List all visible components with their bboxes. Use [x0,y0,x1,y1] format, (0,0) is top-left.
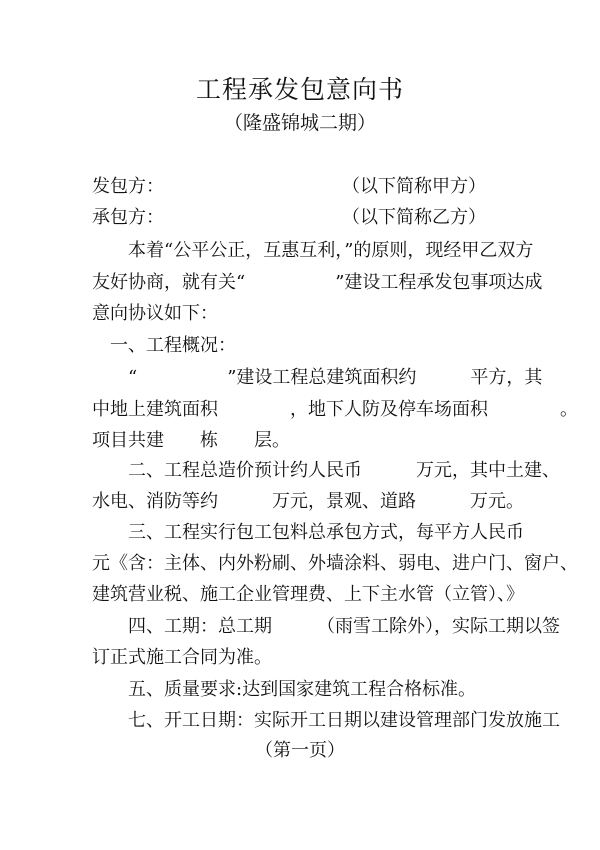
body-line: 订正式施工合同为准。 [92,647,272,668]
document-subtitle: （隆盛锦城二期） [223,112,376,134]
body-line: “ ”建设工程总建筑面积约 平方，其 [92,367,543,388]
section-heading: 一、工程概况： [92,335,236,356]
party-a-label: 发包方： [92,176,164,197]
body-line: 水电、消防等约 万元，景观、道路 万元。 [92,491,524,512]
body-line: 意向协议如下： [92,303,218,324]
body-line: 三、工程实行包工包料总承包方式，每平方人民币 [92,522,524,543]
body-line: 四、工期：总工期 （雨雪工除外），实际工期以签 [92,616,560,637]
body-line: 友好协商，就有关“ ”建设工程承发包事项达成 [92,272,543,293]
party-b-note: （以下简称乙方） [342,207,486,228]
document-title: 工程承发包意向书 [195,75,404,104]
party-a-note: （以下简称甲方） [342,176,486,197]
page-number: （第一页） [255,740,345,761]
body-line: 建筑营业税、施工企业管理费、上下主水管（立管）、》 [92,584,524,605]
body-line: 五、质量要求:达到国家建筑工程合格标准。 [92,679,477,700]
body-line: 七、开工日期：实际开工日期以建设管理部门发放施工 [92,710,560,731]
body-line: 元《含：主体、内外粉刷、外墙涂料、弱电、进户门、窗户、 [92,553,578,574]
body-line: 本着“公平公正，互惠互利，”的原则，现经甲乙双方 [92,240,534,261]
body-line: 二、工程总造价预计约人民币 万元，其中土建、 [92,460,560,481]
body-line: 中地上建筑面积 ，地下人防及停车场面积 。 [92,399,578,420]
body-line: 项目共建 栋 层。 [92,430,290,451]
party-b-label: 承包方： [92,207,164,228]
